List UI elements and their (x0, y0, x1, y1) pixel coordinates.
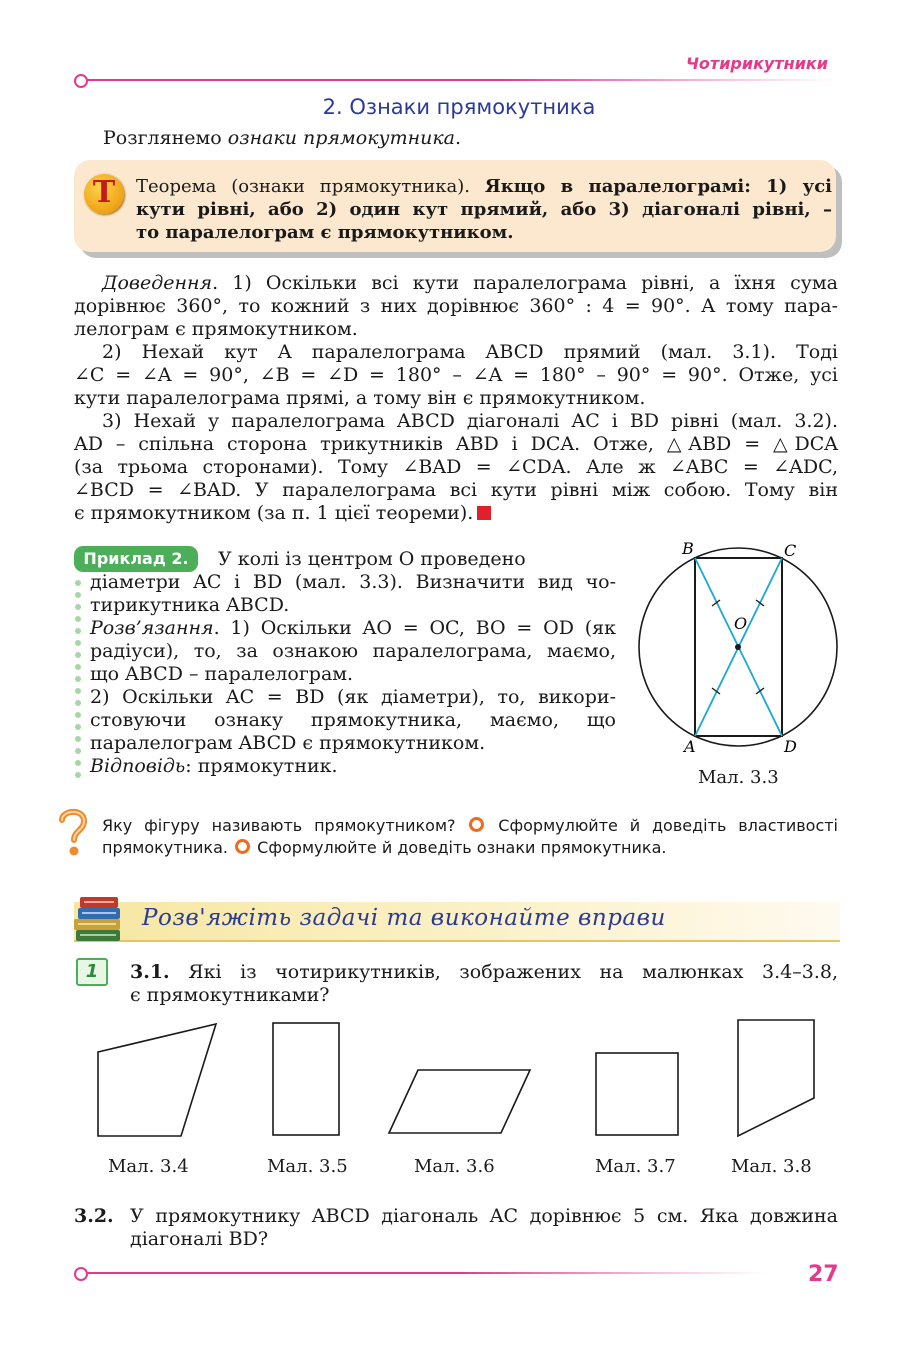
figure-caption: Мал. 3.4 (108, 1156, 189, 1177)
intro-text: Розглянемо (103, 127, 228, 149)
exercise-3-1 (130, 961, 838, 1007)
exercise-text: Які із чотирикутників, зображених на малюнках 3.4–3.8, (169, 961, 838, 983)
proof-line: 2) Нехай кут A паралелограма ABCD прямий (мал. 3.1). Тоді (102, 341, 838, 363)
answer-text: : прямокутник. (185, 755, 338, 777)
theorem-line-2: кути рівні, або 2) один кут прямий, або 3) діагоналі рівні, – (136, 199, 832, 220)
theorem-badge-letter: Т (92, 175, 116, 210)
example-line: 2) Оскільки AC = BD (як діаметри), то, викори- (90, 686, 616, 708)
intro-emphasis: ознаки прямокутника (227, 127, 456, 149)
exercise-3-2-number (74, 1205, 114, 1228)
theorem-text (136, 175, 832, 244)
example-line-1: У колі із центром O проведено (218, 548, 526, 570)
question-1: Яку фігуру називають прямокутником? (102, 816, 456, 835)
footer-line (86, 1272, 766, 1274)
header-line (86, 79, 840, 81)
figure-3-3 (630, 536, 850, 766)
footer-line-dot (74, 1267, 88, 1281)
proof-line: 3) Нехай у паралелограма ABCD діагоналі AC і BD рівні (мал. 3.2). (102, 410, 838, 432)
chapter-title: Чотирикутники (686, 54, 828, 73)
theorem-line-3: то паралелограм є прямокутником. (136, 222, 514, 243)
proof-line: ∠BCD = ∠BAD. У паралелограма всі кути рівні між собою. Тому він (74, 479, 838, 501)
figure-3-6-parallelogram (389, 1070, 530, 1133)
example-line: . 1) Оскільки AO = OC, BO = OD (як (213, 617, 616, 639)
proof-line: кути паралелограма прямі, а тому він є прямокутником. (74, 387, 646, 409)
end-of-proof-icon (477, 506, 491, 520)
review-questions (102, 815, 838, 859)
solution-label: Розв’язання (90, 617, 214, 639)
example-dots (75, 580, 81, 784)
question-2: Сформулюйте й доведіть властивості (486, 816, 838, 835)
figure-3-4-quadrilateral (98, 1024, 216, 1136)
figures-3-4-to-3-8 (0, 1010, 918, 1150)
label-d: D (784, 737, 797, 756)
intro-line (103, 127, 461, 150)
tick-mark (756, 688, 764, 694)
proof-line: є прямокутником (за п. 1 цієї теореми). (74, 502, 474, 524)
figure-caption: Мал. 3.8 (731, 1156, 812, 1177)
figure-caption: Мал. 3.5 (267, 1156, 348, 1177)
section-title: 2. Ознаки прямокутника (322, 95, 596, 119)
theorem-icon (84, 174, 124, 214)
example-line: що ABCD – паралелограм. (90, 663, 354, 685)
center-point (735, 644, 741, 650)
intro-end: . (455, 127, 462, 149)
figure-3-7-square (596, 1053, 678, 1135)
question-mark-icon (56, 806, 90, 858)
label-b: B (682, 539, 694, 558)
page-number: 27 (808, 1262, 839, 1287)
example-badge: Приклад 2. (74, 546, 198, 572)
exercise-3-2 (130, 1205, 838, 1251)
question-3: Сформулюйте й доведіть ознаки прямокутника. (252, 838, 667, 857)
figure-caption: Мал. 3.7 (595, 1156, 676, 1177)
example-line: радіуси), то, за ознакою паралелограма, маємо, (90, 640, 616, 662)
label-c: C (784, 541, 797, 560)
exercise-text: є прямокутниками? (130, 984, 330, 1006)
theorem-heading: Теорема (ознаки прямокутника). (136, 176, 485, 197)
exercise-text: діагоналі BD? (130, 1228, 269, 1250)
proof-line: AD – спільна сторона трикутників ABD і DCA. Отже, △ABD = △DCA (74, 433, 838, 455)
exercise-number: 3.2. (74, 1205, 114, 1227)
label-a: A (684, 737, 696, 756)
example-line: діаметри AC і BD (мал. 3.3). Визначити вид чо- (90, 571, 616, 593)
bullet-circle-icon (235, 839, 250, 854)
proof-line: дорівнює 360°, то кожний з них дорівнює 360° : 4 = 90°. А тому пара- (74, 295, 838, 317)
books-icon (70, 890, 130, 946)
proof-line: ∠C = ∠A = 90°, ∠B = ∠D = 180° – ∠A = 180° – 90° = 90°. Отже, усі (74, 364, 838, 386)
example-line: стовуючи ознаку прямокутника, маємо, що (90, 709, 616, 731)
proof-line: лелограм є прямокутником. (74, 318, 358, 340)
level-badge: 1 (76, 958, 108, 986)
figure-3-5-rectangle (273, 1023, 339, 1135)
bullet-circle-icon (469, 817, 484, 832)
figure-3-3-caption: Мал. 3.3 (698, 767, 779, 788)
example-line: паралелограм ABCD є прямокутником. (90, 732, 486, 754)
exercises-banner-title: Розв'яжіть задачі та виконайте вправи (142, 905, 666, 931)
question-2-end: прямокутника. (102, 838, 228, 857)
answer-label: Відповідь (90, 755, 186, 777)
example-body (90, 571, 616, 778)
figure-3-8-trapezoid (738, 1020, 814, 1136)
exercise-text: У прямокутнику ABCD діагональ AC дорівнює 5 см. Яка довжина (130, 1205, 838, 1227)
proof-label: Доведення (102, 272, 213, 294)
proof (74, 272, 838, 525)
theorem-line-1: Якщо в паралелограмі: 1) усі (484, 176, 833, 197)
header-line-dot (74, 74, 88, 88)
proof-line: . 1) Оскільки всі кути паралелограма рівні, а їхня сума (212, 272, 838, 294)
example-line: тирикутника ABCD. (90, 594, 290, 616)
figure-caption: Мал. 3.6 (414, 1156, 495, 1177)
exercise-number: 3.1. (130, 961, 170, 983)
tick-mark (756, 600, 764, 606)
label-o: O (734, 614, 748, 633)
proof-line: (за трьома сторонами). Тому ∠BAD = ∠CDA. Але ж ∠ABC = ∠ADC, (74, 456, 838, 478)
